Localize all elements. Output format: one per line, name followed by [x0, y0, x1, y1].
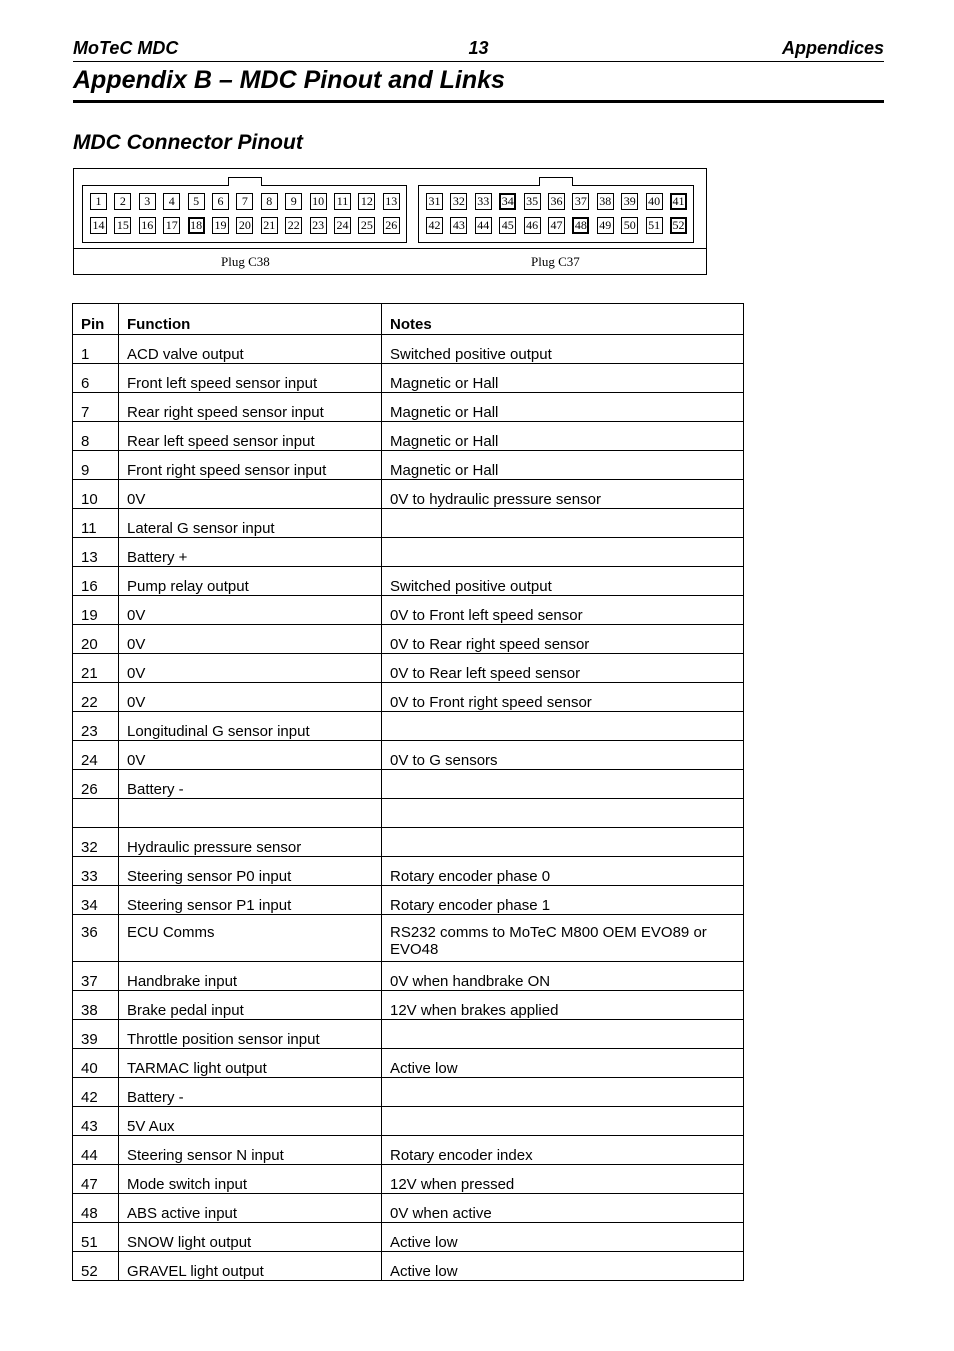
connector-pin: 44 [475, 217, 492, 234]
pin-cell: 21 [73, 654, 119, 683]
connector-pin: 37 [572, 193, 589, 210]
pin-cell: 43 [73, 1107, 119, 1136]
function-cell: ECU Comms [119, 915, 382, 962]
notes-cell [382, 509, 744, 538]
pin-cell: 37 [73, 962, 119, 991]
function-cell: Steering sensor P0 input [119, 857, 382, 886]
connector-pin: 19 [212, 217, 229, 234]
notes-cell: 0V to Front right speed sensor [382, 683, 744, 712]
header-notes: Notes [382, 304, 744, 335]
connector-pin: 35 [524, 193, 541, 210]
table-row [73, 596, 744, 625]
table-row [73, 799, 744, 828]
function-cell: Hydraulic pressure sensor [119, 828, 382, 857]
notes-cell: Magnetic or Hall [382, 393, 744, 422]
connector-pin: 13 [383, 193, 400, 210]
connector-pin: 48 [572, 217, 589, 234]
table-row [73, 828, 744, 857]
function-cell: Battery + [119, 538, 382, 567]
connector-pin: 4 [163, 193, 180, 210]
connector-pin: 7 [236, 193, 253, 210]
notes-cell: 12V when brakes applied [382, 991, 744, 1020]
function-cell: Handbrake input [119, 962, 382, 991]
table-row [73, 335, 744, 364]
connector-pin: 5 [188, 193, 205, 210]
notes-cell [382, 538, 744, 567]
function-cell: 0V [119, 480, 382, 509]
notes-cell [382, 1107, 744, 1136]
header-function: Function [119, 304, 382, 335]
notes-cell: 0V to hydraulic pressure sensor [382, 480, 744, 509]
table-row [73, 567, 744, 596]
notes-cell: Switched positive output [382, 567, 744, 596]
connector-pin: 17 [163, 217, 180, 234]
page-header [73, 37, 884, 62]
connector-pin: 3 [139, 193, 156, 210]
connector-pin: 23 [310, 217, 327, 234]
connector-pin: 45 [499, 217, 516, 234]
function-cell: 0V [119, 654, 382, 683]
table-row [73, 1194, 744, 1223]
connector-pin: 14 [90, 217, 107, 234]
connector-pin: 26 [383, 217, 400, 234]
function-cell: Front right speed sensor input [119, 451, 382, 480]
notes-cell: 0V to Front left speed sensor [382, 596, 744, 625]
notes-cell: Magnetic or Hall [382, 422, 744, 451]
connector-pin: 18 [188, 217, 205, 234]
pin-cell: 36 [73, 915, 119, 962]
table-row [73, 915, 744, 962]
function-cell: Front left speed sensor input [119, 364, 382, 393]
table-row [73, 1078, 744, 1107]
connector-pin: 40 [646, 193, 663, 210]
notes-cell [382, 1078, 744, 1107]
connector-pin: 51 [646, 217, 663, 234]
notes-cell: Active low [382, 1252, 744, 1281]
notes-cell: 0V when handbrake ON [382, 962, 744, 991]
notes-cell: Active low [382, 1049, 744, 1078]
pin-cell: 7 [73, 393, 119, 422]
plug-c38-key [228, 177, 262, 186]
notes-cell [382, 828, 744, 857]
table-row [73, 962, 744, 991]
table-row [73, 393, 744, 422]
header-product: MoTeC MDC [73, 38, 179, 58]
function-cell: 5V Aux [119, 1107, 382, 1136]
function-cell: Longitudinal G sensor input [119, 712, 382, 741]
function-cell: SNOW light output [119, 1223, 382, 1252]
table-row [73, 991, 744, 1020]
table-row [73, 1136, 744, 1165]
plug-c38 [82, 185, 407, 243]
function-cell: Brake pedal input [119, 991, 382, 1020]
connector-pin: 31 [426, 193, 443, 210]
connector-pin: 11 [334, 193, 351, 210]
pin-cell: 38 [73, 991, 119, 1020]
table-row [73, 451, 744, 480]
pin-cell: 34 [73, 886, 119, 915]
table-row [73, 625, 744, 654]
function-cell: Lateral G sensor input [119, 509, 382, 538]
plug-c38-label: Plug C38 [221, 254, 270, 269]
function-cell: Battery - [119, 1078, 382, 1107]
table-row [73, 1107, 744, 1136]
pin-cell: 40 [73, 1049, 119, 1078]
plug-c37 [418, 185, 694, 243]
connector-pin: 15 [114, 217, 131, 234]
function-cell: Rear right speed sensor input [119, 393, 382, 422]
header-pin: Pin [73, 304, 119, 335]
notes-cell: Rotary encoder index [382, 1136, 744, 1165]
table-row [73, 509, 744, 538]
pin-cell: 48 [73, 1194, 119, 1223]
connector-pin: 6 [212, 193, 229, 210]
function-cell: Pump relay output [119, 567, 382, 596]
notes-cell: 0V to Rear right speed sensor [382, 625, 744, 654]
pin-cell: 6 [73, 364, 119, 393]
pin-cell: 42 [73, 1078, 119, 1107]
table-row [73, 538, 744, 567]
table-row [73, 1252, 744, 1281]
notes-cell: 0V to Rear left speed sensor [382, 654, 744, 683]
function-cell: Rear left speed sensor input [119, 422, 382, 451]
table-row [73, 741, 744, 770]
plug-c37-label: Plug C37 [531, 254, 580, 269]
connector-pin: 12 [358, 193, 375, 210]
connector-pin: 34 [499, 193, 516, 210]
connector-pin: 36 [548, 193, 565, 210]
connector-pin: 10 [310, 193, 327, 210]
pin-cell: 10 [73, 480, 119, 509]
page-title: Appendix B – MDC Pinout and Links [73, 66, 884, 103]
connector-pin: 25 [358, 217, 375, 234]
pin-cell: 32 [73, 828, 119, 857]
connector-pin: 43 [450, 217, 467, 234]
pin-cell: 11 [73, 509, 119, 538]
notes-cell: 12V when pressed [382, 1165, 744, 1194]
notes-cell: Switched positive output [382, 335, 744, 364]
table-row [73, 1049, 744, 1078]
notes-cell: 0V when active [382, 1194, 744, 1223]
connector-pin: 33 [475, 193, 492, 210]
function-cell: GRAVEL light output [119, 1252, 382, 1281]
function-cell [119, 799, 382, 828]
function-cell: Steering sensor N input [119, 1136, 382, 1165]
pin-cell: 16 [73, 567, 119, 596]
pin-cell: 9 [73, 451, 119, 480]
table-row [73, 770, 744, 799]
pin-cell: 22 [73, 683, 119, 712]
function-cell: 0V [119, 741, 382, 770]
function-cell: 0V [119, 625, 382, 654]
connector-pin: 16 [139, 217, 156, 234]
function-cell: TARMAC light output [119, 1049, 382, 1078]
notes-cell [382, 770, 744, 799]
pin-cell: 8 [73, 422, 119, 451]
notes-cell: Rotary encoder phase 1 [382, 886, 744, 915]
table-row [73, 683, 744, 712]
notes-cell [382, 799, 744, 828]
connector-pin: 1 [90, 193, 107, 210]
function-cell: Battery - [119, 770, 382, 799]
connector-pin: 42 [426, 217, 443, 234]
notes-cell: Active low [382, 1223, 744, 1252]
connector-pin: 46 [524, 217, 541, 234]
function-cell: Steering sensor P1 input [119, 886, 382, 915]
pin-cell [73, 799, 119, 828]
connector-pin: 39 [621, 193, 638, 210]
connector-pin: 32 [450, 193, 467, 210]
table-row [73, 1165, 744, 1194]
connector-pin: 38 [597, 193, 614, 210]
notes-cell: 0V to G sensors [382, 741, 744, 770]
function-cell: ABS active input [119, 1194, 382, 1223]
function-cell: Throttle position sensor input [119, 1020, 382, 1049]
pin-cell: 47 [73, 1165, 119, 1194]
notes-cell: Rotary encoder phase 0 [382, 857, 744, 886]
connector-pin: 22 [285, 217, 302, 234]
connector-pin: 9 [285, 193, 302, 210]
function-cell: Mode switch input [119, 1165, 382, 1194]
connector-pin: 21 [261, 217, 278, 234]
notes-cell [382, 1020, 744, 1049]
notes-cell: Magnetic or Hall [382, 451, 744, 480]
section-title: MDC Connector Pinout [73, 131, 303, 154]
table-row [73, 712, 744, 741]
plug-c37-key [539, 177, 573, 186]
header-section: Appendices [781, 38, 884, 58]
connector-pin: 49 [597, 217, 614, 234]
pin-cell: 1 [73, 335, 119, 364]
pin-cell: 52 [73, 1252, 119, 1281]
notes-cell: Magnetic or Hall [382, 364, 744, 393]
table-row [73, 654, 744, 683]
connector-pin: 2 [114, 193, 131, 210]
pin-cell: 23 [73, 712, 119, 741]
connector-pin: 52 [670, 217, 687, 234]
table-row [73, 886, 744, 915]
pin-cell: 19 [73, 596, 119, 625]
connector-pin: 20 [236, 217, 253, 234]
connector-pin: 47 [548, 217, 565, 234]
table-row [73, 1223, 744, 1252]
table-header-row [73, 304, 744, 335]
pin-cell: 39 [73, 1020, 119, 1049]
connector-diagram [73, 168, 707, 275]
notes-cell: RS232 comms to MoTeC M800 OEM EVO89 or EVO48 [382, 915, 744, 962]
pin-cell: 51 [73, 1223, 119, 1252]
function-cell: 0V [119, 683, 382, 712]
table-row [73, 480, 744, 509]
pin-cell: 33 [73, 857, 119, 886]
connector-pin: 41 [670, 193, 687, 210]
function-cell: 0V [119, 596, 382, 625]
table-row [73, 1020, 744, 1049]
notes-cell [382, 712, 744, 741]
pin-cell: 20 [73, 625, 119, 654]
function-cell: ACD valve output [119, 335, 382, 364]
pin-cell: 13 [73, 538, 119, 567]
connector-pin: 8 [261, 193, 278, 210]
pinout-table [72, 303, 744, 1281]
connector-body [74, 169, 706, 249]
connector-pin: 24 [334, 217, 351, 234]
table-row [73, 422, 744, 451]
pin-cell: 44 [73, 1136, 119, 1165]
header-page-number: 13 [468, 38, 489, 58]
table-row [73, 857, 744, 886]
connector-pin: 50 [621, 217, 638, 234]
pin-cell: 24 [73, 741, 119, 770]
table-row [73, 364, 744, 393]
pin-cell: 26 [73, 770, 119, 799]
